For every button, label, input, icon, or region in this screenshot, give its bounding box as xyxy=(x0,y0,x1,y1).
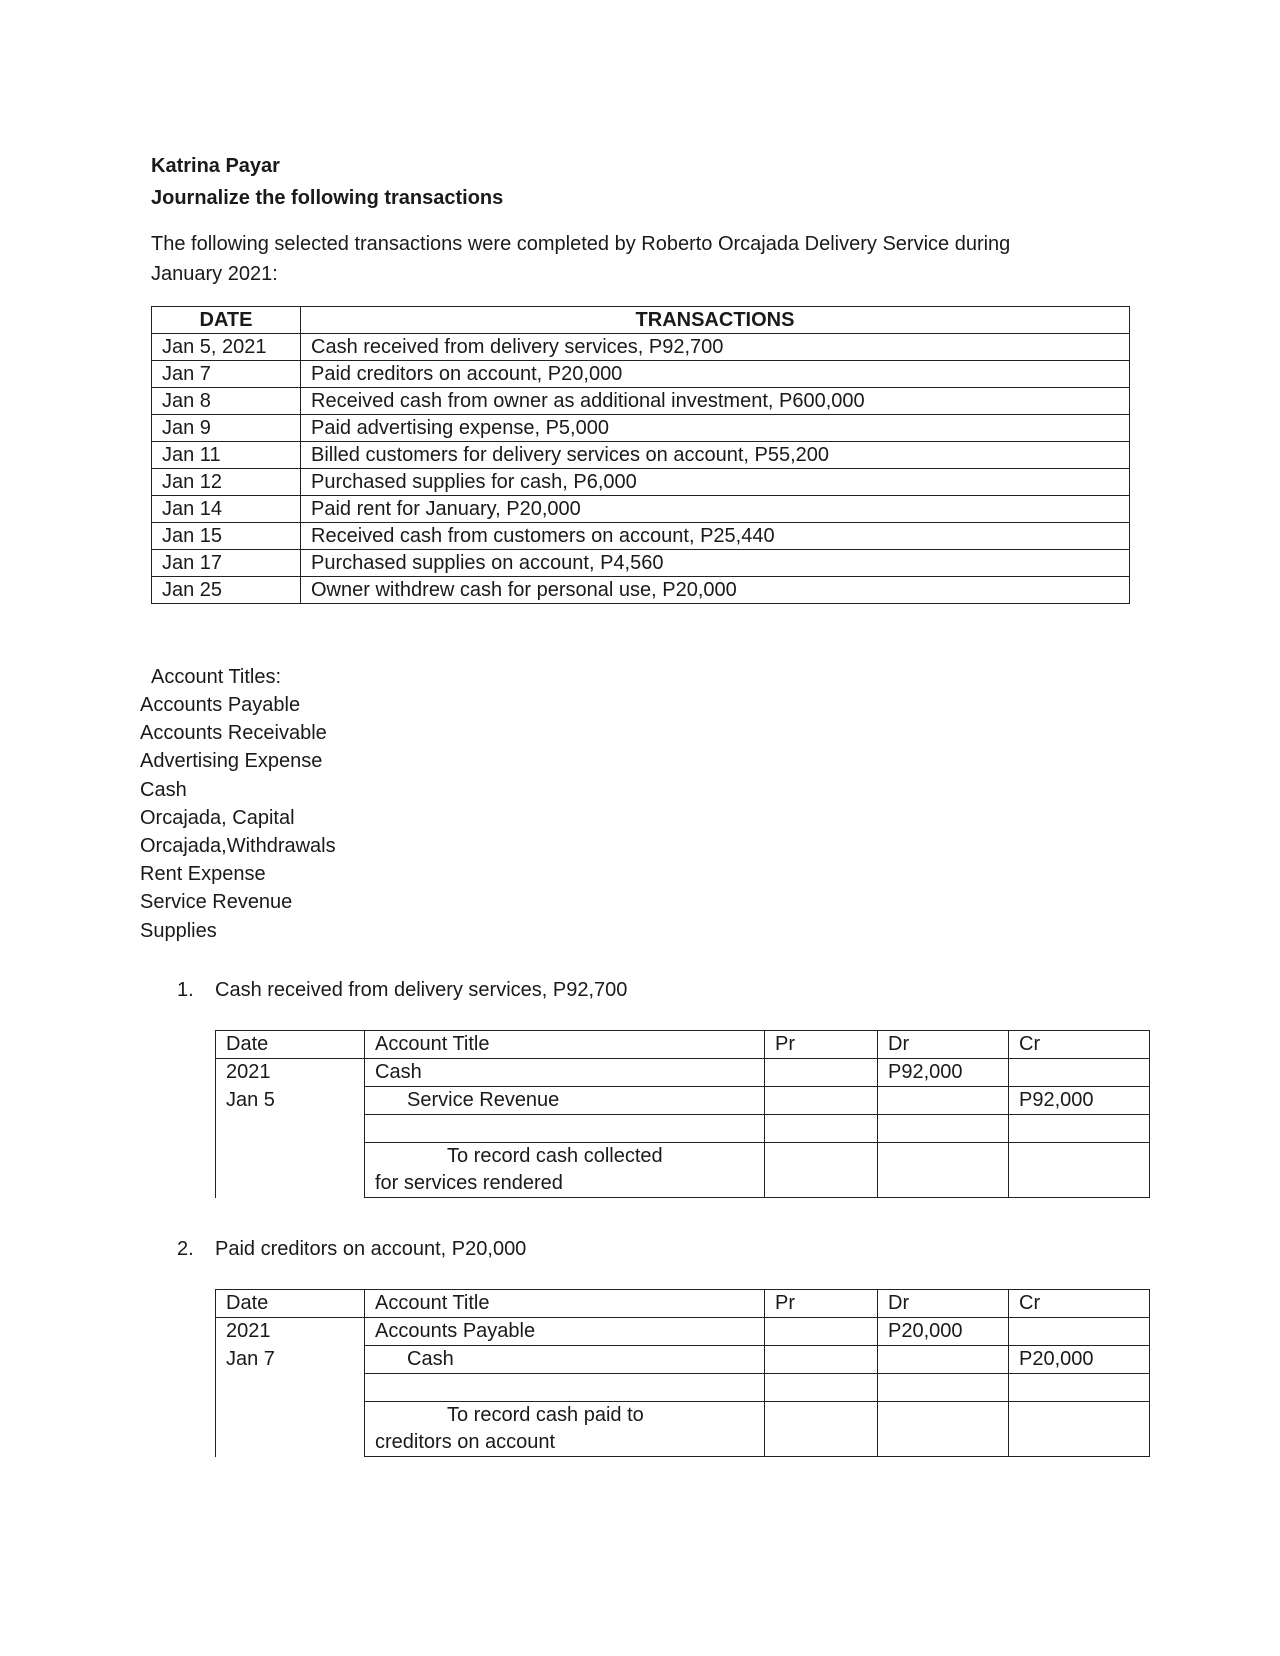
row-date: Jan 11 xyxy=(152,442,301,469)
table-row xyxy=(152,469,1130,496)
list-item: Supplies xyxy=(140,919,217,942)
pr-cell xyxy=(765,1059,878,1087)
col-date: Date xyxy=(216,1290,365,1318)
debit-account: Accounts Payable xyxy=(365,1318,765,1346)
row-transaction: Cash received from delivery services, P92,700 xyxy=(301,334,1130,361)
row-transaction: Paid advertising expense, P5,000 xyxy=(301,415,1130,442)
col-pr: Pr xyxy=(765,1031,878,1059)
table-row xyxy=(152,496,1130,523)
blank-cell xyxy=(365,1374,765,1402)
table-row xyxy=(152,361,1130,388)
transactions-table xyxy=(151,306,1130,604)
col-account-title: Account Title xyxy=(365,1031,765,1059)
cr-cell xyxy=(1009,1143,1150,1198)
instruction-heading: Journalize the following transactions xyxy=(151,187,504,209)
debit-amount: P20,000 xyxy=(878,1318,1009,1346)
col-cr: Cr xyxy=(1009,1290,1150,1318)
table-row xyxy=(152,442,1130,469)
account-titles-heading: Account Titles: xyxy=(151,666,282,688)
pr-cell xyxy=(765,1143,878,1198)
dr-cell xyxy=(878,1346,1009,1374)
entry-2-title: Paid creditors on account, P20,000 xyxy=(215,1238,527,1260)
dr-cell xyxy=(878,1374,1009,1402)
cr-cell xyxy=(1009,1115,1150,1143)
row-transaction: Owner withdrew cash for personal use, P20,000 xyxy=(301,577,1130,604)
pr-cell xyxy=(765,1374,878,1402)
col-cr: Cr xyxy=(1009,1031,1150,1059)
journal-table-2 xyxy=(215,1289,1150,1457)
cr-cell xyxy=(1009,1402,1150,1457)
pr-cell xyxy=(765,1115,878,1143)
pr-cell xyxy=(765,1087,878,1115)
row-transaction: Purchased supplies on account, P4,560 xyxy=(301,550,1130,577)
row-date: Jan 12 xyxy=(152,469,301,496)
journal-header-row xyxy=(216,1031,1150,1059)
intro-line-2: January 2021: xyxy=(151,263,278,285)
journal-row-credit xyxy=(216,1346,1150,1374)
table-row xyxy=(152,415,1130,442)
entry-year: 2021 xyxy=(216,1318,365,1346)
intro-line-1: The following selected transactions were completed by Roberto Orcajada Delivery Service during xyxy=(151,233,1011,255)
cr-cell xyxy=(1009,1374,1150,1402)
memo-cell xyxy=(365,1143,765,1198)
row-transaction: Paid rent for January, P20,000 xyxy=(301,496,1130,523)
credit-amount: P92,000 xyxy=(1009,1087,1150,1115)
list-item: Rent Expense xyxy=(140,863,266,886)
list-item: Advertising Expense xyxy=(140,750,323,773)
dr-cell xyxy=(878,1143,1009,1198)
memo-cell xyxy=(365,1402,765,1457)
entry-1-title: Cash received from delivery services, P92,700 xyxy=(215,979,628,1001)
journal-row-debit xyxy=(216,1059,1150,1087)
col-dr: Dr xyxy=(878,1290,1009,1318)
cr-cell xyxy=(1009,1059,1150,1087)
entry-1-number: 1. xyxy=(177,979,194,1001)
credit-account: Cash xyxy=(365,1346,765,1374)
entry-day: Jan 5 xyxy=(216,1087,365,1198)
dr-cell xyxy=(878,1402,1009,1457)
row-date: Jan 15 xyxy=(152,523,301,550)
credit-account: Service Revenue xyxy=(365,1087,765,1115)
account-titles-list xyxy=(140,691,336,945)
column-header-date: DATE xyxy=(152,307,301,334)
table-row xyxy=(152,550,1130,577)
journal-table-1 xyxy=(215,1030,1150,1198)
row-date: Jan 7 xyxy=(152,361,301,388)
memo-line-1: To record cash paid to xyxy=(447,1404,644,1426)
journal-header-row xyxy=(216,1290,1150,1318)
table-row xyxy=(152,388,1130,415)
pr-cell xyxy=(765,1346,878,1374)
list-item: Service Revenue xyxy=(140,891,293,914)
row-transaction: Paid creditors on account, P20,000 xyxy=(301,361,1130,388)
table-row xyxy=(152,577,1130,604)
pr-cell xyxy=(765,1318,878,1346)
col-date: Date xyxy=(216,1031,365,1059)
author-name: Katrina Payar xyxy=(151,155,280,177)
row-date: Jan 17 xyxy=(152,550,301,577)
debit-amount: P92,000 xyxy=(878,1059,1009,1087)
journal-row-debit xyxy=(216,1318,1150,1346)
list-item: Accounts Receivable xyxy=(140,722,327,745)
row-date: Jan 5, 2021 xyxy=(152,334,301,361)
credit-amount: P20,000 xyxy=(1009,1346,1150,1374)
entry-year: 2021 xyxy=(216,1059,365,1087)
row-date: Jan 9 xyxy=(152,415,301,442)
journal-row-credit xyxy=(216,1087,1150,1115)
cr-cell xyxy=(1009,1318,1150,1346)
memo-line-2: for services rendered xyxy=(375,1172,563,1194)
table-header-row xyxy=(152,307,1130,334)
col-pr: Pr xyxy=(765,1290,878,1318)
debit-account: Cash xyxy=(365,1059,765,1087)
memo-line-2: creditors on account xyxy=(375,1431,556,1453)
row-transaction: Billed customers for delivery services on account, P55,200 xyxy=(301,442,1130,469)
pr-cell xyxy=(765,1402,878,1457)
col-account-title: Account Title xyxy=(365,1290,765,1318)
memo-line-1: To record cash collected xyxy=(447,1145,663,1167)
column-header-transactions: TRANSACTIONS xyxy=(301,307,1130,334)
col-dr: Dr xyxy=(878,1031,1009,1059)
dr-cell xyxy=(878,1115,1009,1143)
row-transaction: Purchased supplies for cash, P6,000 xyxy=(301,469,1130,496)
blank-cell xyxy=(365,1115,765,1143)
row-transaction: Received cash from owner as additional investment, P600,000 xyxy=(301,388,1130,415)
row-date: Jan 14 xyxy=(152,496,301,523)
list-item: Cash xyxy=(140,778,187,801)
table-row xyxy=(152,334,1130,361)
row-transaction: Received cash from customers on account, P25,440 xyxy=(301,523,1130,550)
dr-cell xyxy=(878,1087,1009,1115)
list-item: Accounts Payable xyxy=(140,694,301,716)
table-row xyxy=(152,523,1130,550)
entry-2-number: 2. xyxy=(177,1238,194,1260)
entry-day: Jan 7 xyxy=(216,1346,365,1457)
row-date: Jan 25 xyxy=(152,577,301,604)
list-item: Orcajada, Capital xyxy=(140,806,295,829)
list-item: Orcajada,Withdrawals xyxy=(140,835,336,858)
row-date: Jan 8 xyxy=(152,388,301,415)
